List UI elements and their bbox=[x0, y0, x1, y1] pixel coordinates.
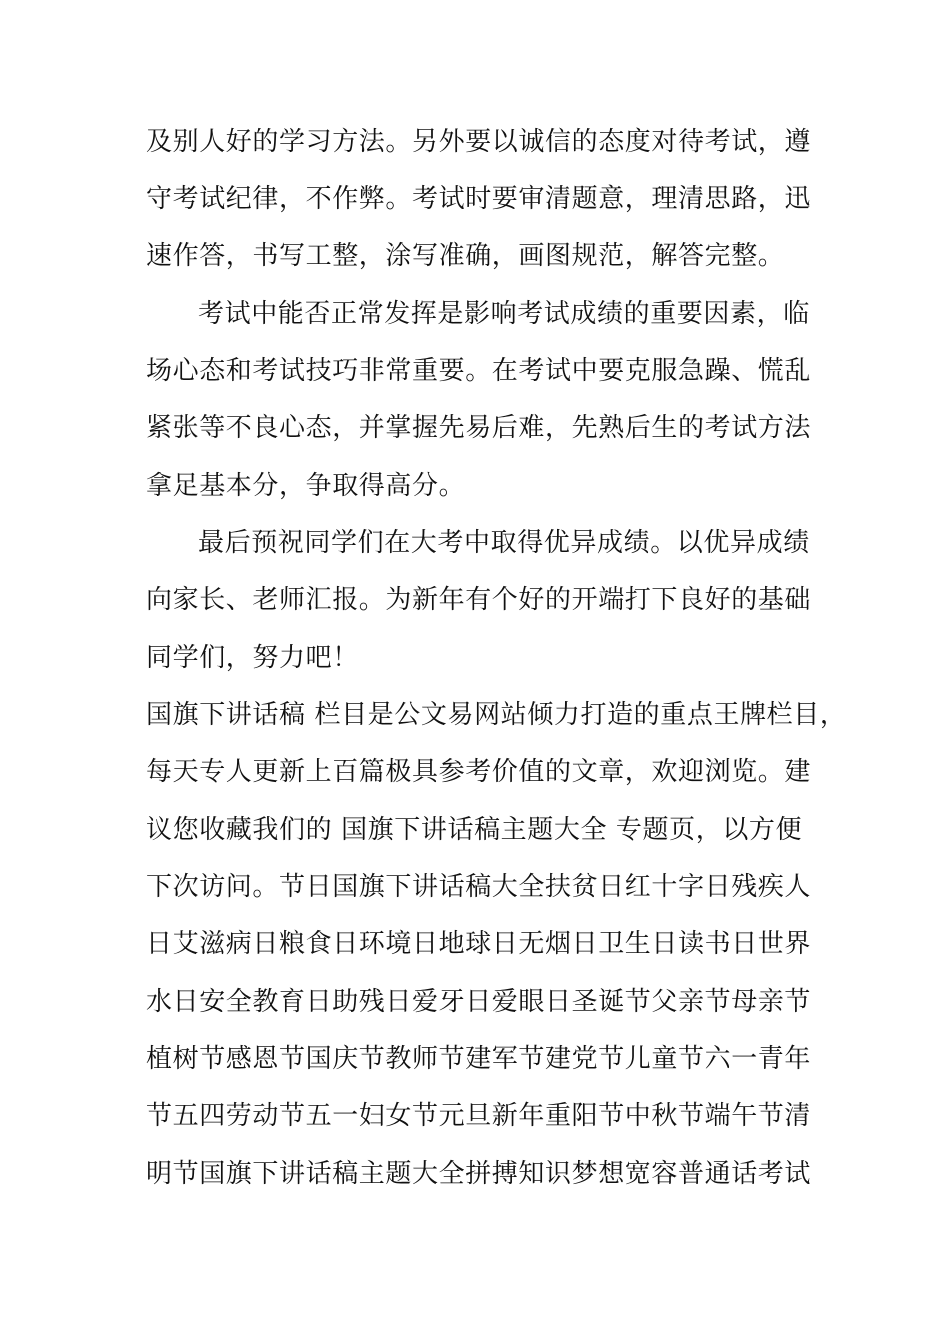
text-line: 明节国旗下讲话稿主题大全拼搏知识梦想宽容普通话考试 bbox=[146, 1159, 812, 1189]
text-line: 下次访问。节日国旗下讲话稿大全扶贫日红十字日残疾人 bbox=[146, 872, 812, 902]
text-line: 拿足基本分，争取得高分。 bbox=[146, 471, 466, 501]
text-line: 节五四劳动节五一妇女节元旦新年重阳节中秋节端午节清 bbox=[146, 1101, 812, 1131]
text-line: 水日安全教育日助残日爱牙日爱眼日圣诞节父亲节母亲节 bbox=[146, 987, 812, 1017]
text-line: 议您收藏我们的 国旗下讲话稿主题大全 专题页，以方便 bbox=[146, 815, 803, 845]
text-line: 同学们，努力吧！ bbox=[146, 643, 359, 673]
text-line: 紧张等不良心态，并掌握先易后难，先熟后生的考试方法 bbox=[146, 413, 812, 443]
text-line: 及别人好的学习方法。另外要以诚信的态度对待考试，遵 bbox=[146, 127, 812, 157]
text-line: 速作答，书写工整，涂写准确，画图规范，解答完整。 bbox=[146, 241, 785, 271]
text-line: 每天专人更新上百篇极具参考价值的文章，欢迎浏览。建 bbox=[146, 757, 812, 787]
text-line: 植树节感恩节国庆节教师节建军节建党节儿童节六一青年 bbox=[146, 1044, 812, 1074]
text-line: 日艾滋病日粮食日环境日地球日无烟日卫生日读书日世界 bbox=[146, 929, 812, 959]
paragraph-first-line: 最后预祝同学们在大考中取得优异成绩。以优异成绩 bbox=[198, 528, 810, 558]
text-line: 场心态和考试技巧非常重要。在考试中要克服急躁、慌乱 bbox=[146, 356, 812, 386]
text-line: 国旗下讲话稿 栏目是公文易网站倾力打造的重点王牌栏目， bbox=[146, 700, 847, 730]
text-line: 向家长、老师汇报。为新年有个好的开端打下良好的基础 bbox=[146, 585, 812, 615]
paragraph-first-line: 考试中能否正常发挥是影响考试成绩的重要因素，临 bbox=[198, 299, 810, 329]
text-line: 守考试纪律，不作弊。考试时要审清题意，理清思路，迅 bbox=[146, 184, 812, 214]
